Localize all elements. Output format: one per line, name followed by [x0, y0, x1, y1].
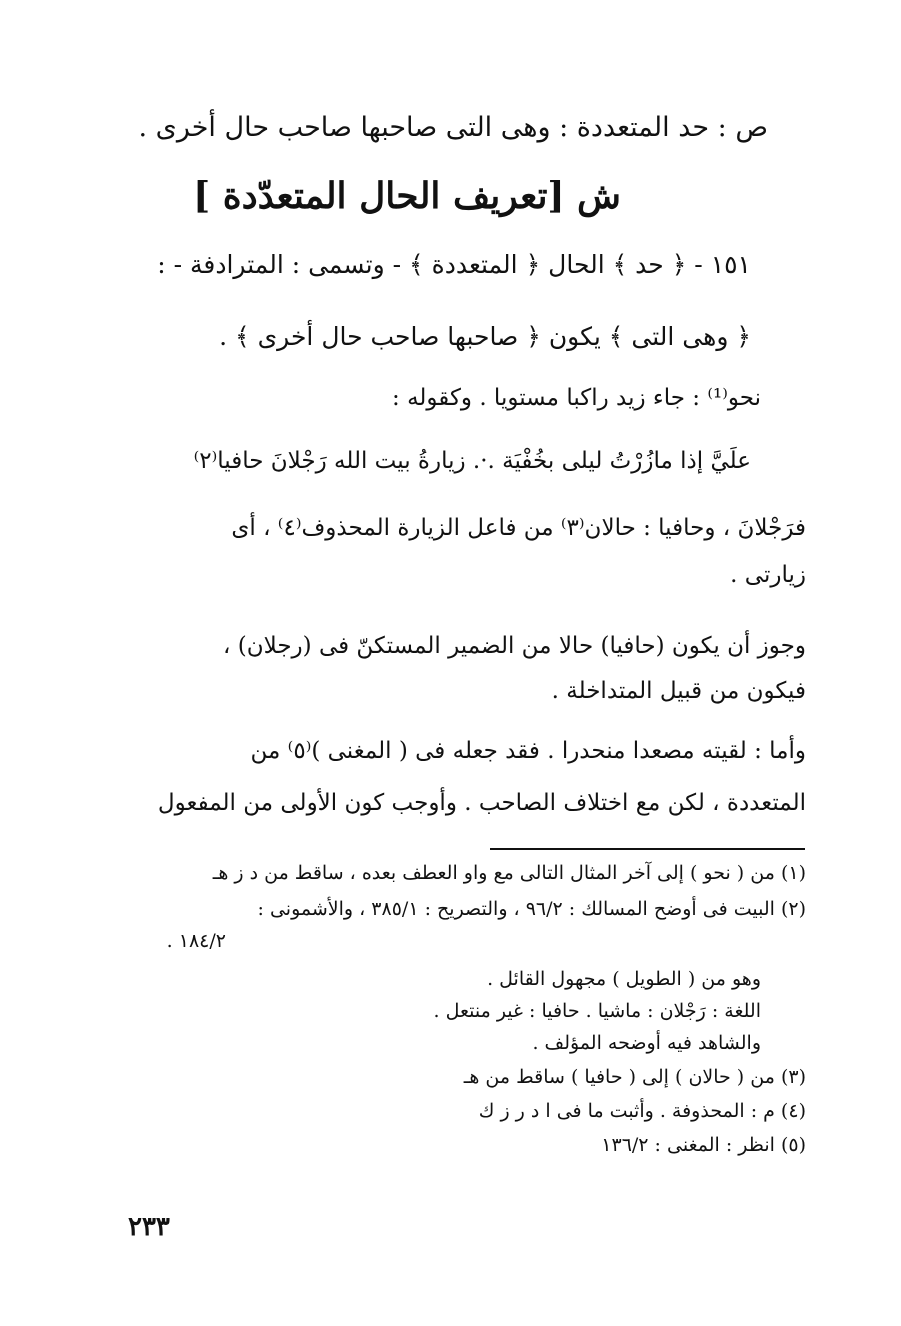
para4-line1: وأما : لقيته مصعدا منحدرا . فقد جعله فى ( المغنى )⁽٥⁾ من	[250, 738, 806, 764]
para2-line1: فرَجْلانَ ، وحافيا : حالان⁽٣⁾ من فاعل الزيارة المحذوف⁽٤⁾ ، أى	[231, 515, 806, 541]
footnote-2-evidence: والشاهد فيه أوضحه المؤلف .	[532, 1032, 761, 1054]
footnote-2-lexicon: اللغة : رَجْلان : ماشيا . حافيا : غير منتعل .	[433, 1000, 761, 1022]
section-heading: ش [تعريف الحال المتعدّدة ]	[193, 175, 621, 217]
para3-line1: وجوز أن يكون (حافيا) حالا من الضمير المستكنّ فى (رجلان) ،	[223, 633, 806, 659]
matn-line: ص : حد المتعددة : وهى التى صاحبها صاحب حال أخرى .	[138, 112, 768, 143]
para3-line2: فيكون من قبيل المتداخلة .	[551, 678, 806, 704]
footnote-5: (٥) انظر : المغنى : ١٣٦/٢	[601, 1134, 806, 1156]
para1-line2: ﴿ وهى التى ﴾ يكون ﴿ صاحبها صاحب حال أخرى ﴾ .	[219, 322, 751, 351]
footnote-1: (١) من ( نحو ) إلى آخر المثال التالى مع واو العطف بعده ، ساقط من د ز هـ	[212, 862, 806, 884]
example-intro: نحو⁽¹⁾ : جاء زيد راكبا مستويا . وكقوله :	[392, 385, 761, 411]
footnote-3: (٣) من ( حالان ) إلى ( حافيا ) ساقط من هـ	[463, 1066, 806, 1088]
footnote-4: (٤) م : المحذوفة . وأثبت ما فى ا د ر ز ك	[478, 1100, 806, 1122]
footnote-divider	[490, 848, 805, 850]
page-number: ٢٣٣	[128, 1212, 170, 1242]
para1-line1: ١٥١ - ﴿ حد ﴾ الحال ﴿ المتعددة ﴾ - وتسمى : المترادفة - :	[157, 250, 751, 279]
verse-line: علَيَّ إذا مازُرْتُ ليلى بخُفْيَة .·. زيارةُ بيت الله رَجْلانَ حافيا⁽٢⁾	[193, 448, 751, 474]
document-page: ص : حد المتعددة : وهى التى صاحبها صاحب حال أخرى . ش [تعريف الحال المتعدّدة ] ١٥١ - ﴿ حد ﴾ الحال ﴿ المتعددة ﴾ - وتسمى : المترادفة - : ﴿ وهى التى ﴾ يكون ﴿ صاحبها صاحب حال أخرى ﴾ . نحو⁽¹⁾ : جاء زيد راكبا مستويا . وكقوله : علَيَّ إذا مازُرْتُ ليلى بخُفْيَة .·. زيارةُ بيت الله رَجْلانَ حافيا⁽٢⁾ فرَجْلانَ ، وحافيا : حالان⁽٣⁾ من فاعل الزيارة المحذوف⁽٤⁾ ، أى زيارتى . وجوز أن يكون (حافيا) حالا من الضمير المستكنّ فى (رجلان) ، فيكون من قبيل المتداخلة . وأما : لقيته مصعدا منحدرا . فقد جعله فى ( المغنى )⁽٥⁾ من المتعددة ، لكن مع اختلاف الصاحب . وأوجب كون الأولى من المفعول (١) من ( نحو ) إلى آخر المثال التالى مع واو العطف بعده ، ساقط من د ز هـ (٢) البيت فى أوضح المسالك : ٩٦/٢ ، والتصريح : ٣٨٥/١ ، والأشمونى : ١٨٤/٢ . وهو من ( الطويل ) مجهول القائل . اللغة : رَجْلان : ماشيا . حافيا : غير منتعل . والشاهد فيه أوضحه المؤلف . (٣) من ( حالان ) إلى ( حافيا ) ساقط من هـ (٤) م : المحذوفة . وأثبت ما فى ا د ر ز ك (٥) انظر : المغنى : ١٣٦/٢ ٢٣٣	[128, 112, 806, 1242]
para2-line2: زيارتى .	[730, 562, 806, 588]
footnote-2: (٢) البيت فى أوضح المسالك : ٩٦/٢ ، والتصريح : ٣٨٥/١ ، والأشمونى :	[257, 898, 806, 920]
footnote-2-meter: وهو من ( الطويل ) مجهول القائل .	[487, 968, 761, 990]
para4-line2: المتعددة ، لكن مع اختلاف الصاحب . وأوجب كون الأولى من المفعول	[157, 790, 806, 816]
